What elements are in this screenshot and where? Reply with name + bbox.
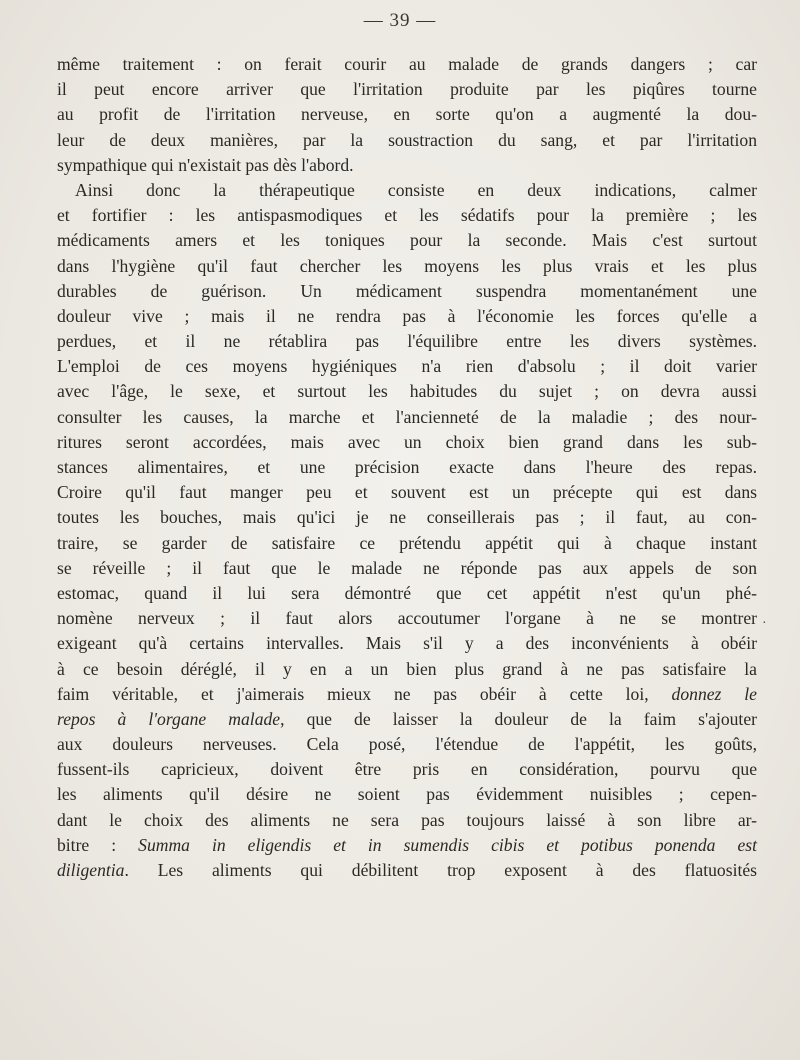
text-line: [57, 128, 757, 153]
text-segment: exigeant qu'à certains intervalles. Mais s'il y a des inconvénients à obéir: [57, 633, 757, 654]
text-segment: leur de deux manières, par la soustraction du sang, et par l'irritation: [57, 129, 757, 150]
text-line: [57, 556, 757, 581]
text-segment: bitre :: [57, 834, 139, 855]
italic-text: diligentia: [57, 860, 125, 880]
text-segment: dant le choix des aliments ne sera pas toujours laissé à son libre ar-: [57, 809, 757, 830]
text-segment: . Les aliments qui débilitent trop exposent à des flatuosités: [124, 860, 757, 880]
text-line: [57, 581, 757, 606]
text-line: [57, 379, 757, 404]
text-segment: se réveille ; il faut que le malade ne réponde pas aux appels de son: [57, 557, 757, 578]
text-line: [57, 329, 757, 354]
text-segment: traire, se garder de satisfaire ce prétendu appétit qui à chaque instant: [57, 532, 757, 553]
italic-text: repos à l'organe malade: [57, 708, 281, 729]
text-line: [57, 833, 757, 858]
text-line: [57, 757, 757, 782]
text-segment: et fortifier : les antispasmodiques et les sédatifs pour la première ; les: [57, 205, 757, 226]
text-line: [57, 405, 757, 430]
text-line: [57, 606, 757, 631]
text-line: [57, 279, 757, 304]
text-line: [57, 153, 757, 178]
text-line: [57, 480, 757, 505]
text-segment: au profit de l'irritation nerveuse, en sorte qu'on a augmenté la dou-: [57, 104, 757, 125]
text-line: [57, 682, 757, 707]
text-line: [57, 732, 757, 757]
text-segment: médicaments amers et les toniques pour la seconde. Mais c'est surtout: [57, 230, 757, 251]
text-segment: nomène nerveux ; il faut alors accoutumer l'organe à ne se montrer: [57, 608, 757, 629]
text-line: [57, 77, 757, 102]
text-segment: dans l'hygiène qu'il faut chercher les moyens les plus vrais et les plus: [57, 255, 757, 276]
text-line: [57, 178, 757, 203]
page-number: — 39 —: [363, 10, 437, 31]
text-line: [57, 52, 757, 77]
body-text: [57, 52, 757, 883]
text-line: [57, 304, 757, 329]
italic-text: donnez le: [671, 683, 757, 704]
text-segment: L'emploi de ces moyens hygiéniques n'a rien d'absolu ; il doit varier: [57, 356, 757, 377]
text-segment: Ainsi donc la thérapeutique consiste en deux indications, calmer: [75, 179, 757, 200]
margin-mark: ·: [762, 616, 767, 631]
text-segment: estomac, quand il lui sera démontré que cet appétit n'est qu'un phé-: [57, 582, 757, 603]
text-line: [57, 505, 757, 530]
text-segment: durables de guérison. Un médicament suspendra momentanément une: [57, 280, 757, 301]
text-line: [57, 707, 757, 732]
text-segment: sympathique qui n'existait pas dès l'abord.: [57, 154, 354, 175]
text-line: [57, 531, 757, 556]
text-segment: stances alimentaires, et une précision exacte dans l'heure des repas.: [57, 457, 757, 477]
text-segment: toutes les bouches, mais qu'ici je ne conseillerais pas ; il faut, au con-: [57, 507, 757, 528]
text-segment: , que de laisser la douleur de la faim s'ajouter: [280, 708, 757, 729]
text-line: [57, 430, 757, 455]
text-line: [57, 203, 757, 228]
text-segment: consulter les causes, la marche et l'ancienneté de la maladie ; des nour-: [57, 406, 757, 427]
text-segment: avec l'âge, le sexe, et surtout les habitudes du sujet ; on devra aussi: [57, 381, 757, 402]
text-line: [57, 228, 757, 253]
text-segment: ritures seront accordées, mais avec un choix bien grand dans les sub-: [57, 431, 757, 452]
text-segment: il peut encore arriver que l'irritation produite par les piqûres tourne: [57, 79, 757, 100]
text-line: [57, 455, 757, 480]
text-segment: Croire qu'il faut manger peu et souvent est un précepte qui est dans: [57, 482, 757, 503]
text-line: [57, 354, 757, 379]
text-line: [57, 254, 757, 279]
text-line: [57, 782, 757, 807]
italic-text: Summa in eligendis et in sumendis cibis et potibus ponenda est: [138, 834, 757, 855]
text-segment: faim véritable, et j'aimerais mieux ne pas obéir à cette loi,: [57, 683, 672, 704]
text-segment: à ce besoin déréglé, il y en a un bien plus grand à ne pas satisfaire la: [57, 658, 757, 679]
text-line: [57, 858, 757, 883]
text-segment: fussent-ils capricieux, doivent être pris en considération, pourvu que: [57, 759, 757, 780]
text-segment: même traitement : on ferait courir au malade de grands dangers ; car: [57, 54, 757, 74]
text-line: [57, 808, 757, 833]
text-line: [57, 657, 757, 682]
text-segment: aux douleurs nerveuses. Cela posé, l'étendue de l'appétit, les goûts,: [57, 734, 757, 755]
text-line: [57, 102, 757, 127]
text-segment: les aliments qu'il désire ne soient pas évidemment nuisibles ; cepen-: [57, 784, 757, 805]
text-segment: douleur vive ; mais il ne rendra pas à l'économie les forces qu'elle a: [57, 305, 757, 326]
text-line: [57, 631, 757, 656]
text-segment: perdues, et il ne rétablira pas l'équilibre entre les divers systèmes.: [57, 331, 757, 352]
